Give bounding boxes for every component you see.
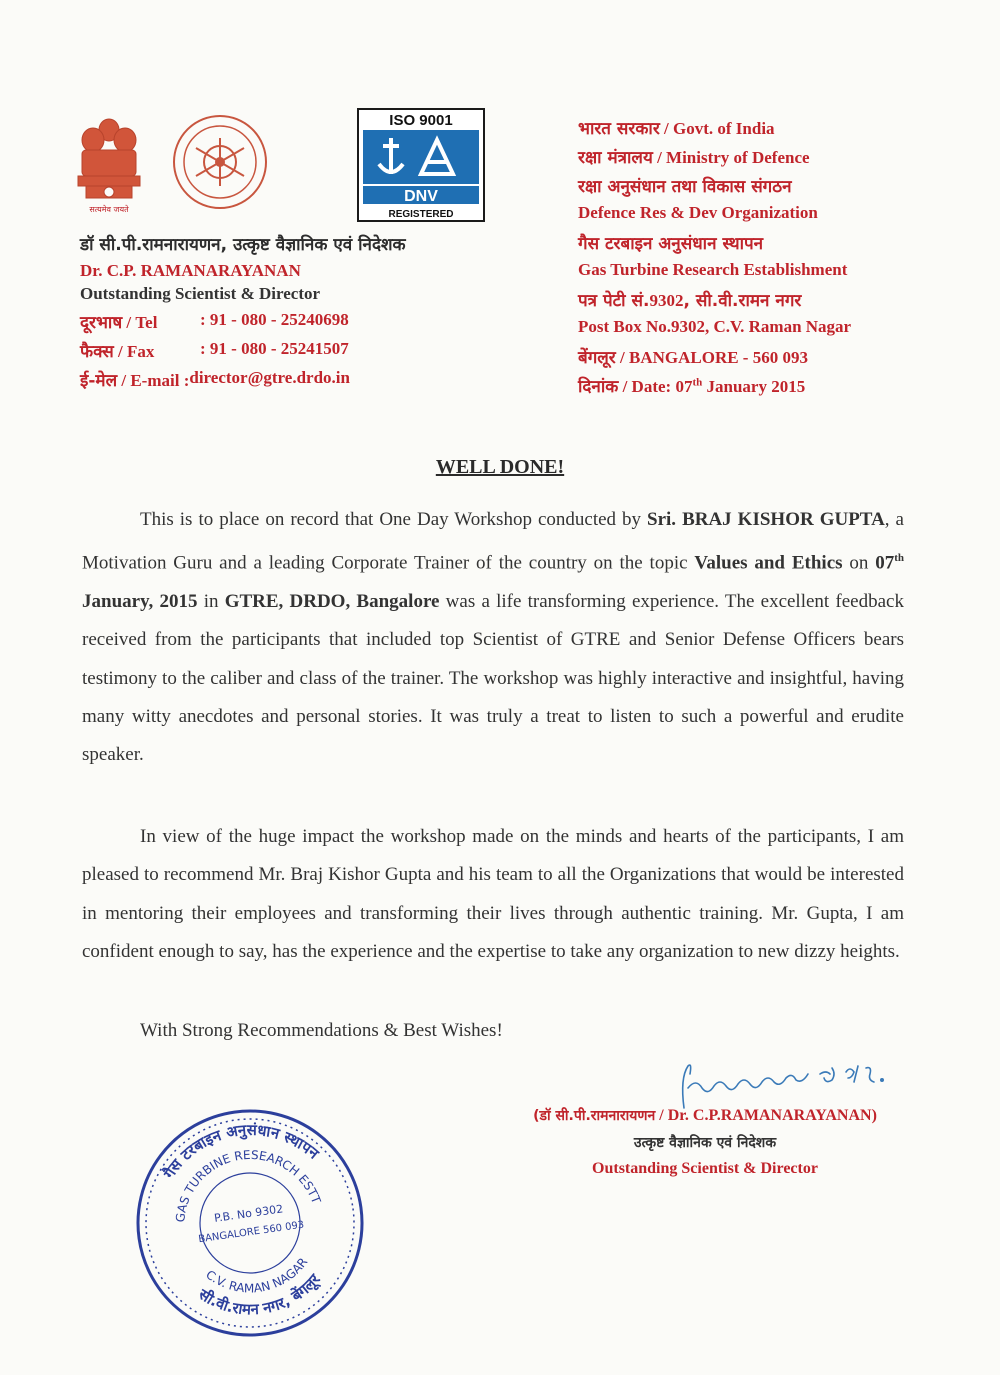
official-stamp-icon	[120, 1105, 380, 1340]
signatory-name: / Dr. C.P.RAMANARAYANAN)	[655, 1107, 877, 1124]
p1-text-a: This is to place on record that One Day Workshop conducted by	[140, 509, 648, 530]
address-hindi	[578, 288, 978, 311]
address-hindi-c: , सी.वी.रामन नगर	[683, 291, 802, 311]
fax-line	[80, 339, 520, 362]
org-hindi: रक्षा अनुसंधान तथा विकास संगठन	[578, 177, 792, 197]
city-hindi: बेंगलूर	[578, 348, 616, 368]
ministry-english: / Ministry of Defence	[652, 148, 810, 167]
iso-registered: REGISTERED	[388, 209, 454, 220]
p1-text-h: in	[197, 590, 225, 612]
iso-title: ISO 9001	[389, 112, 453, 129]
govt-line	[578, 116, 978, 139]
tel-label-hindi: दूरभाष	[80, 313, 123, 333]
p1-text-c: , a Motivation Guru and a leading Corporate Trainer of the country on the topic	[82, 509, 904, 574]
p1-text-j: was a life transforming experience. The excellent feedback received from the participants that included top Scientist of GTRE and Senior Defense Officers bears testimony to the caliber and class of the trainer. The workshop was highly interactive and insightful, having many witty anecdotes and personal stories. It was truly a treat to listen to such a powerful and erudite speaker.	[82, 590, 904, 766]
govt-english: / Govt. of India	[659, 119, 775, 138]
p1-date-rest: January, 2015	[82, 590, 198, 612]
sender-designation: Outstanding Scientist & Director	[80, 284, 321, 303]
tel-value: : 91 - 080 - 25240698	[200, 310, 349, 329]
stamp-po-box: P.B. No 9302	[213, 1202, 284, 1225]
signatory-designation: Outstanding Scientist & Director	[592, 1160, 818, 1177]
org-english: Defence Res & Dev Organization	[578, 203, 818, 222]
signature-block	[470, 1106, 940, 1178]
iso-dnv-logo-icon	[357, 108, 485, 222]
date-english-b: January 2015	[702, 377, 806, 396]
date-english-a: / Date: 07	[618, 377, 693, 396]
paragraph-2	[82, 818, 904, 971]
sender-name-hindi: डॉ सी.पी.रामनारायणन, उत्कृष्ट वैज्ञानिक एवं निदेशक	[80, 235, 406, 255]
drdo-seal-icon	[160, 112, 280, 212]
date-line	[578, 374, 978, 397]
city-english: / BANGALORE - 560 093	[615, 348, 808, 367]
stamp-outer-english: GAS TURBINE RESEARCH ESTT	[173, 1147, 324, 1223]
date-sup: th	[692, 376, 703, 389]
date-hindi: दिनांक	[578, 377, 619, 397]
email-line	[80, 368, 520, 391]
establishment-english: Gas Turbine Research Establishment	[578, 260, 848, 279]
paragraph-1	[82, 501, 904, 774]
organization-block	[578, 116, 978, 403]
p1-topic: Values and Ethics	[694, 552, 843, 574]
address-hindi-number: 9302	[649, 291, 684, 310]
signatory-name-hindi: (डॉ सी.पी.रामनारायणन	[533, 1108, 656, 1124]
stamp-city: BANGALORE 560 093	[197, 1219, 305, 1246]
ministry-hindi: रक्षा मंत्रालय	[578, 148, 653, 168]
p2-text: In view of the huge impact the workshop made on the minds and hearts of the participants, I am pleased to recommend Mr. Braj Kishor Gupta and his team to all the Organizations that would be interested in mentoring their employees and transforming their lives through authentic training. Mr. Gupta, I am confident enough to say, has the experience and the expertise to take any organization to new dizzy heights.	[82, 826, 904, 962]
signatory-designation-hindi: उत्कृष्ट वैज्ञानिक एवं निदेशक	[633, 1135, 777, 1151]
signatory-name-line	[470, 1106, 940, 1125]
address-hindi-a: पत्र पेटी सं.	[578, 291, 650, 311]
email-label: / E-mail :	[117, 371, 190, 390]
fax-label-hindi: फैक्स	[80, 342, 114, 362]
stamp-bottom-hindi: सी.वी.रामन नगर, बेंगलूर	[195, 1270, 324, 1319]
closing-wishes: With Strong Recommendations & Best Wishes!	[140, 1020, 503, 1041]
letter-title: WELL DONE!	[435, 456, 565, 478]
address-english: Post Box No.9302, C.V. Raman Nagar	[578, 317, 852, 336]
ministry-line	[578, 145, 978, 168]
tel-label: / Tel	[122, 313, 158, 332]
sender-block	[80, 232, 520, 391]
sender-name: Dr. C.P. RAMANARAYANAN	[80, 261, 301, 280]
p1-venue: GTRE, DRDO, Bangalore	[224, 590, 440, 612]
p1-text-e: on	[842, 552, 876, 574]
establishment-hindi: गैस टरबाइन अनुसंधान स्थापन	[578, 234, 764, 254]
p1-date-sup: th	[894, 552, 904, 565]
fax-label: / Fax	[113, 342, 155, 361]
email-link[interactable]: director@gtre.drdo.in	[189, 368, 350, 387]
fax-value: : 91 - 080 - 25241507	[200, 339, 349, 358]
emblem-motto: सत्यमेव जयते	[89, 205, 129, 214]
iso-dnv: DNV	[404, 188, 438, 205]
stamp-bottom-english: C.V. RAMAN NAGAR	[203, 1255, 311, 1296]
city-line	[578, 345, 978, 368]
govt-hindi: भारत सरकार	[578, 119, 660, 139]
tel-line	[80, 310, 520, 333]
national-emblem-icon	[66, 112, 152, 218]
stamp-outer-hindi: गैस टरबाइन अनुसंधान स्थापन	[159, 1120, 323, 1182]
p1-date-day: 07	[875, 552, 895, 574]
p1-trainer-name: Sri. BRAJ KISHOR GUPTA	[647, 509, 885, 530]
email-label-hindi: ई-मेल	[80, 371, 118, 391]
